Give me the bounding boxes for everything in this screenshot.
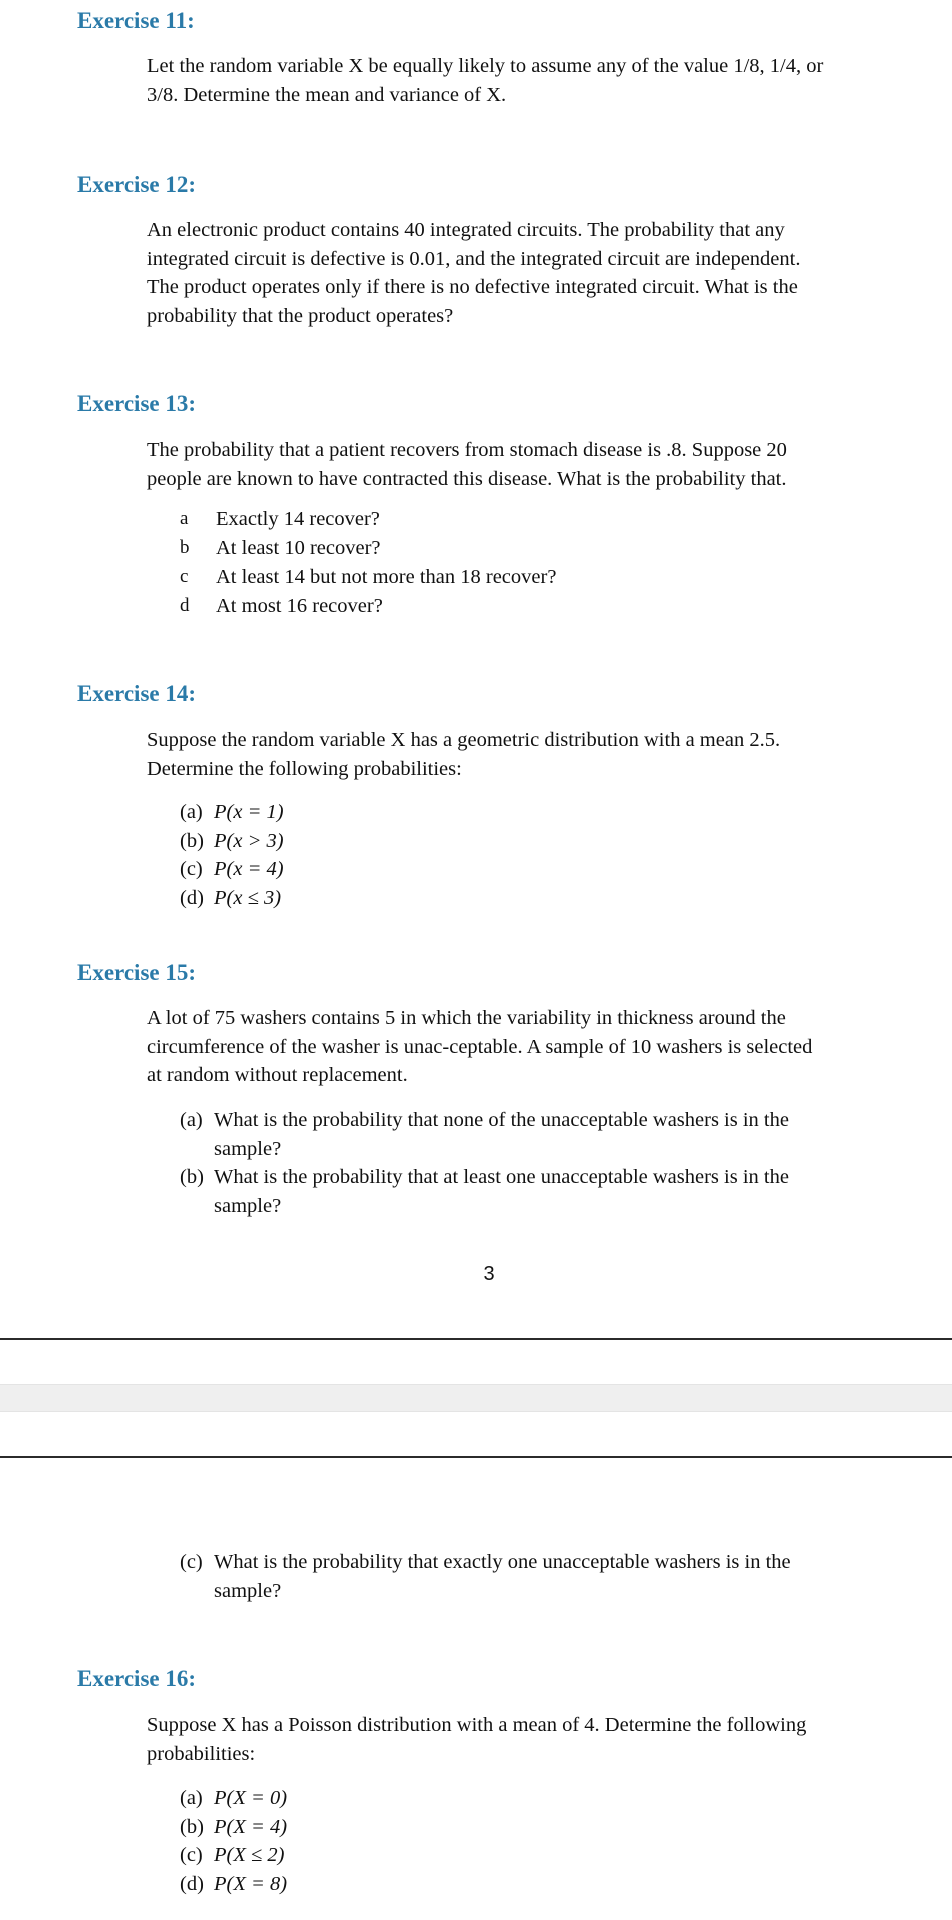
exercise-12-line-3: The product operates only if there is no defective integrated circuit. What is the — [147, 276, 798, 298]
exercise-11-heading: Exercise 11: — [77, 8, 195, 33]
page-gap-band — [0, 1384, 952, 1412]
list-marker: (c) — [180, 858, 203, 880]
list-item — [180, 563, 920, 592]
exercise-13-line-2: people are known to have contracted this disease. What is the probability that. — [147, 467, 787, 490]
exercise-15-list-continued — [180, 1548, 920, 1605]
list-marker: b — [180, 537, 190, 558]
exercise-15-list — [180, 1106, 920, 1220]
list-marker: (b) — [180, 1815, 204, 1838]
exercise-15-line-2: circumference of the washer is unac-ceptable. A sample of 10 washers is selected — [147, 1035, 813, 1058]
exercise-12-body — [147, 216, 917, 330]
list-marker: (d) — [180, 1872, 204, 1895]
exercise-11-body — [147, 52, 917, 109]
probability-expression: P(x > 3) — [214, 829, 284, 852]
page-number: 3 — [483, 1263, 495, 1285]
list-item — [180, 1163, 920, 1220]
exercise-14-line-1: Suppose the random variable X has a geometric distribution with a mean 2.5. — [147, 729, 781, 751]
exercise-15-heading: Exercise 15: — [77, 960, 197, 985]
exercise-16-heading: Exercise 16: — [77, 1666, 197, 1691]
list-marker: (a) — [180, 801, 203, 823]
list-item — [180, 505, 920, 534]
list-text-continuation: sample? — [214, 1137, 282, 1160]
list-marker: (c) — [180, 1551, 203, 1573]
list-text: At most 16 recover? — [216, 595, 383, 617]
probability-expression: P(x = 1) — [214, 801, 284, 823]
list-item — [180, 1548, 920, 1605]
exercise-12-heading: Exercise 12: — [77, 172, 197, 197]
exercise-14-body — [147, 726, 917, 783]
exercise-12-line-1: An electronic product contains 40 integrated circuits. The probability that any — [147, 219, 785, 241]
list-marker: (c) — [180, 1844, 203, 1866]
exercise-16-body — [147, 1711, 917, 1768]
list-item — [180, 1784, 920, 1813]
exercise-14-heading: Exercise 14: — [77, 681, 197, 706]
exercise-11-line-2: 3/8. Determine the mean and variance of X. — [147, 83, 507, 106]
list-item — [180, 592, 920, 621]
list-text: What is the probability that exactly one unacceptable washers is in the — [214, 1551, 791, 1573]
list-text-continuation: sample? — [214, 1579, 282, 1602]
exercise-11-line-1: Let the random variable X be equally likely to assume any of the value 1/8, 1/4, or — [147, 55, 824, 77]
list-item — [180, 1106, 920, 1163]
exercise-16-list — [180, 1784, 920, 1898]
probability-expression: P(x = 4) — [214, 858, 284, 880]
list-text: At least 14 but not more than 18 recover? — [216, 566, 557, 588]
list-marker: (b) — [180, 829, 204, 852]
list-item — [180, 884, 920, 913]
probability-expression: P(X ≤ 2) — [214, 1844, 285, 1866]
exercise-15-line-1: A lot of 75 washers contains 5 in which the variability in thickness around the — [147, 1007, 786, 1029]
list-text: What is the probability that none of the unacceptable washers is in the — [214, 1109, 789, 1131]
document-page-4 — [0, 1458, 952, 1920]
exercise-15-line-3: at random without replacement. — [147, 1064, 408, 1086]
exercise-16-line-2: probabilities: — [147, 1742, 256, 1765]
list-marker: c — [180, 566, 189, 587]
probability-expression: P(X = 0) — [214, 1787, 288, 1809]
list-item — [180, 855, 920, 884]
list-text: At least 10 recover? — [216, 537, 381, 559]
list-item — [180, 1841, 920, 1870]
list-item — [180, 1870, 920, 1899]
exercise-13-heading: Exercise 13: — [77, 391, 197, 416]
list-marker: (a) — [180, 1109, 203, 1131]
exercise-13-line-1: The probability that a patient recovers from stomach disease is .8. Suppose 20 — [147, 439, 787, 461]
exercise-15-body — [147, 1004, 917, 1090]
probability-expression: P(x ≤ 3) — [214, 886, 282, 909]
list-text-continuation: sample? — [214, 1194, 282, 1217]
probability-expression: P(X = 8) — [214, 1872, 288, 1895]
list-marker: (a) — [180, 1787, 203, 1809]
list-marker: (d) — [180, 886, 204, 909]
exercise-14-line-2: Determine the following probabilities: — [147, 757, 462, 780]
exercise-12-line-4: probability that the product operates? — [147, 304, 454, 327]
list-item — [180, 1813, 920, 1842]
exercise-12-line-2: integrated circuit is defective is 0.01, and the integrated circuit are independent. — [147, 247, 801, 270]
list-item — [180, 827, 920, 856]
list-text: What is the probability that at least one unacceptable washers is in the — [214, 1166, 789, 1188]
exercise-13-list — [180, 505, 920, 621]
exercise-13-body — [147, 436, 917, 493]
probability-expression: P(X = 4) — [214, 1815, 288, 1838]
list-marker: d — [180, 595, 190, 616]
list-marker: (b) — [180, 1166, 204, 1188]
list-marker: a — [180, 508, 189, 529]
list-text: Exactly 14 recover? — [216, 508, 380, 530]
exercise-16-line-1: Suppose X has a Poisson distribution with a mean of 4. Determine the following — [147, 1714, 807, 1736]
list-item — [180, 798, 920, 827]
list-item — [180, 534, 920, 563]
exercise-14-list — [180, 798, 920, 912]
